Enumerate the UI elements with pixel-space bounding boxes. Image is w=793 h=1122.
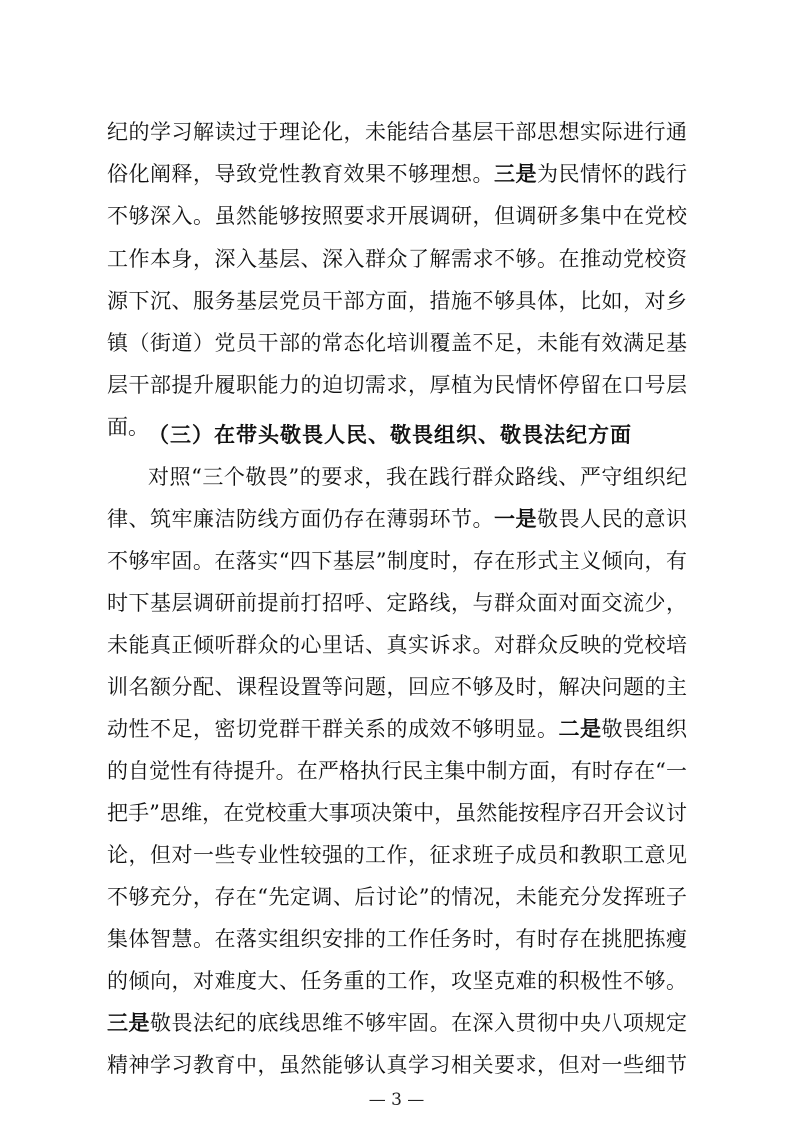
body-line: [107, 500, 687, 538]
body-line: 时下基层调研前提前打招呼、定路线，与群众面对面交流少，: [107, 591, 687, 615]
body-line: 未能真正倾听群众的心里话、真实诉求。对群众反映的党校培: [107, 633, 687, 657]
body-text: 为民情怀的践行: [537, 162, 687, 186]
body-line: 训名额分配、课程设置等问题，回应不够及时，解决问题的主: [107, 675, 687, 699]
body-line: 镇（街道）党员干部的常态化培训覆盖不足，未能有效满足基: [107, 331, 687, 355]
body-line: 纪的学习解读过于理论化，未能结合基层干部思想实际进行通: [107, 120, 687, 144]
body-line: 把手”思维，在党校重大事项决策中，虽然能按程序召开会议讨: [107, 801, 687, 825]
emphasis-text: 一是: [494, 506, 537, 531]
body-line: [107, 1004, 687, 1042]
body-text: 敬畏组织: [601, 717, 687, 741]
body-line: 层干部提升履职能力的迫切需求，厚植为民情怀停留在口号层: [107, 373, 687, 397]
body-text: 动性不足，密切党群干群关系的成效不够明显。: [107, 717, 559, 741]
emphasis-text: 二是: [558, 716, 602, 741]
body-line: 不够牢固。在落实“四下基层”制度时，存在形式主义倾向，有: [107, 549, 687, 573]
body-line: 的自觉性有待提升。在严格执行民主集中制方面，有时存在“一: [107, 759, 687, 783]
body-line: 工作本身，深入基层、深入群众了解需求不够。在推动党校资: [107, 247, 687, 271]
body-text: 敬畏人民的意识: [537, 507, 687, 531]
page-number: — 3 —: [368, 1090, 425, 1110]
body-line: 源下沉、服务基层党员干部方面，措施不够具体，比如，对乡: [107, 289, 687, 313]
body-line: 不够充分，存在“先定调、后讨论”的情况，未能充分发挥班子: [107, 885, 687, 909]
body-line: 不够深入。虽然能够按照要求开展调研，但调研多集中在党校: [107, 204, 687, 228]
emphasis-text: 三是: [494, 161, 537, 186]
body-line: 集体智慧。在落实组织安排的工作任务时，有时存在挑肥拣瘦: [107, 927, 687, 951]
body-line: 对照“三个敬畏”的要求，我在践行群众路线、严守组织纪: [148, 465, 687, 489]
body-text: 敬畏法纪的底线思维不够牢固。在深入贯彻中央八项规定: [150, 1011, 687, 1035]
body-line: [107, 710, 687, 748]
body-line: [107, 1046, 687, 1084]
body-text: 精神学习教育中，虽然能够认真学习相关要求，但对一些细节: [107, 1053, 687, 1077]
body-text: 俗化阐释，导致党性教育效果不够理想。: [107, 162, 494, 186]
body-line: 论，但对一些专业性较强的工作，征求班子成员和教职工意见: [107, 843, 687, 867]
body-line: [107, 155, 687, 193]
body-line: 的倾向，对难度大、任务重的工作，攻坚克难的积极性不够。: [107, 969, 687, 993]
section-heading: （三）在带头敬畏人民、敬畏组织、敬畏法纪方面: [148, 422, 632, 447]
body-line: 面。: [107, 415, 149, 439]
body-text: 律、筑牢廉洁防线方面仍存在薄弱环节。: [107, 507, 494, 531]
emphasis-text: 三是: [107, 1010, 150, 1035]
